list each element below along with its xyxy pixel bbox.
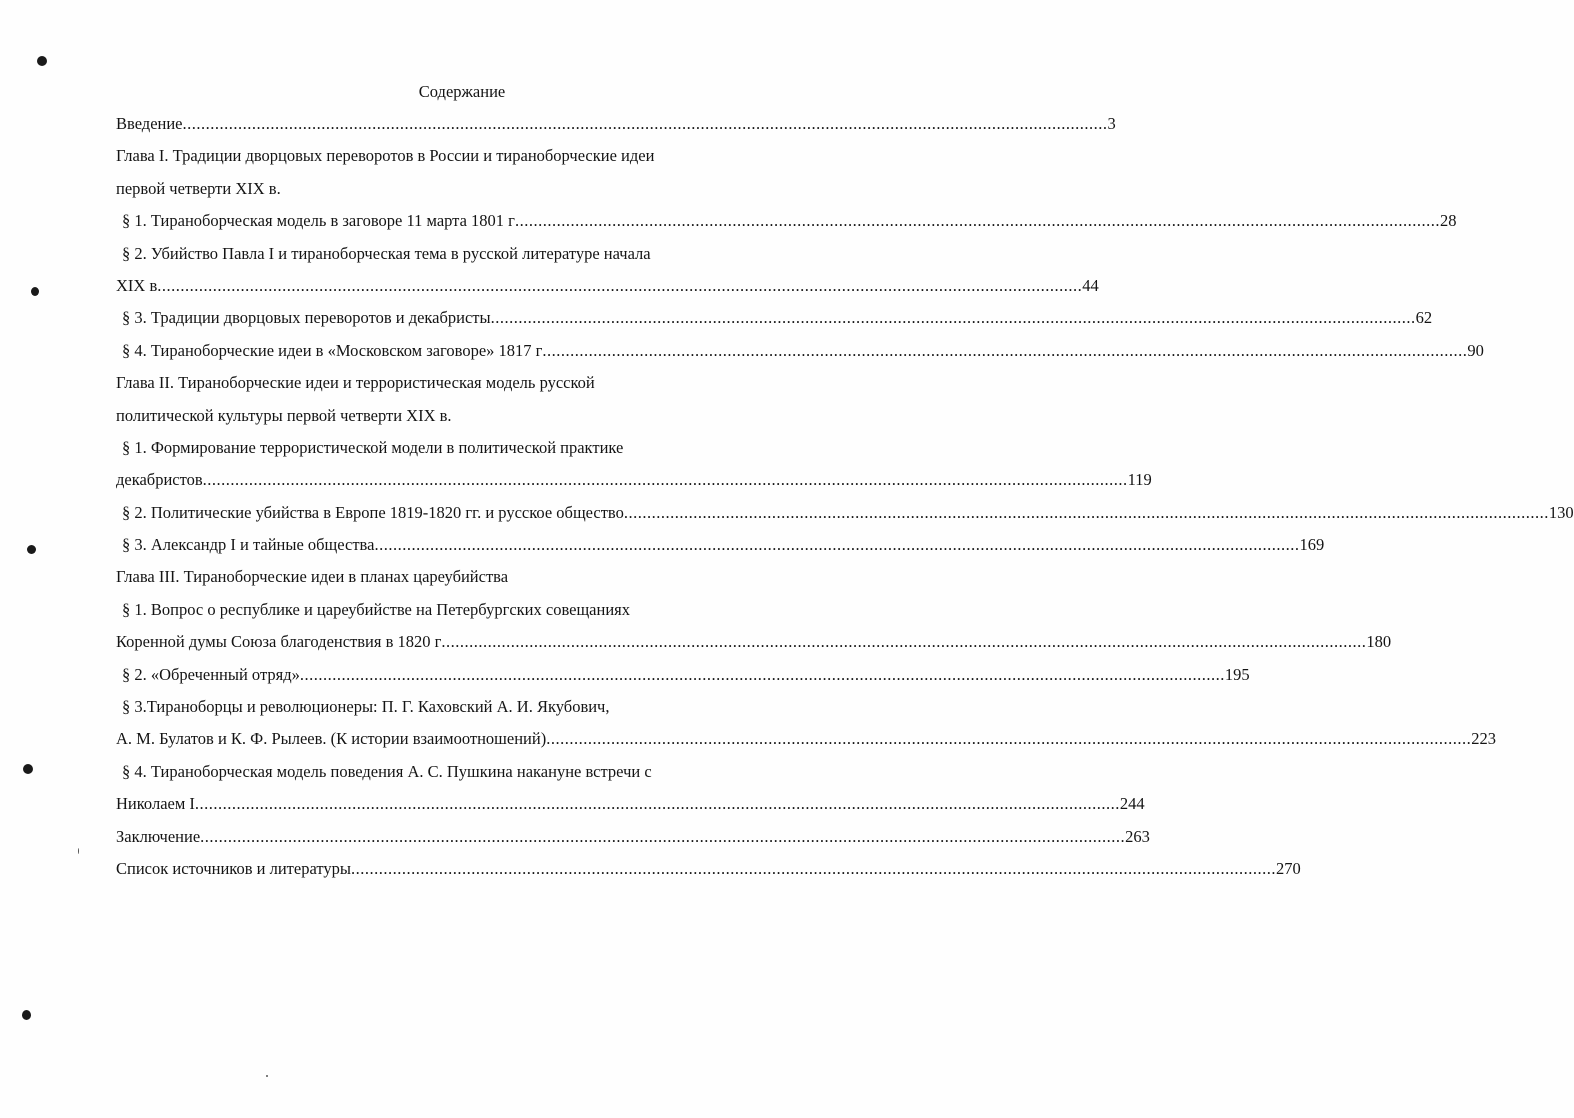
toc-entry-text: Список источников и литературы <box>116 858 351 878</box>
toc-line <box>116 113 1116 145</box>
toc-entry-text: Николаем I <box>116 794 195 814</box>
dot-leader: ........................................................................................................................................................................................................ <box>623 502 1549 522</box>
toc-page-number: 44 <box>1082 275 1099 295</box>
toc-entry-text: А. М. Булатов и К. Ф. Рылеев. (К истории взаимоотношений) <box>116 729 547 749</box>
toc-line <box>116 793 1145 825</box>
dot-leader: ........................................................................................................................................................................................................ <box>441 632 1367 652</box>
table-of-contents <box>116 113 1574 890</box>
toc-line <box>116 178 758 210</box>
toc-line <box>116 696 758 728</box>
toc-entry-text: Глава I. Традиции дворцовых переворотов в России и тираноборческие идеи <box>116 146 655 166</box>
toc-entry-text: § 3. Традиции дворцовых переворотов и декабристы <box>122 308 491 328</box>
toc-page-number: 169 <box>1299 535 1325 555</box>
toc-line <box>116 631 1392 663</box>
toc-line <box>116 340 1484 372</box>
toc-entry-text: первой четверти XIX в. <box>116 178 281 198</box>
toc-entry-text: § 1. Вопрос о республике и цареубийстве на Петербургских совещаниях <box>122 599 631 619</box>
dot-leader: ........................................................................................................................................................................................................ <box>374 535 1300 555</box>
scan-speck <box>78 848 79 854</box>
toc-entry-text: Введение <box>116 114 183 133</box>
toc-page-number: 28 <box>1439 211 1457 231</box>
toc-entry-text: § 2. Политические убийства в Европе 1819-1820 гг. и русское общество <box>122 502 624 522</box>
toc-page-number: 270 <box>1275 858 1301 878</box>
toc-entry-text: политической культуры первой четверти XIX в. <box>116 405 452 425</box>
dot-leader: ........................................................................................................................................................................................................ <box>490 308 1416 328</box>
toc-entry-text: § 3.Тираноборцы и революционеры: П. Г. Каховский А. И. Якубович, <box>122 697 610 717</box>
dot-leader: ........................................................................................................................................................................................................ <box>202 470 1128 490</box>
dot-leader: ........................................................................................................................................................................................................ <box>299 664 1225 684</box>
toc-page-number: 130 <box>1548 502 1574 522</box>
toc-line <box>116 405 758 437</box>
punch-hole-mark <box>23 764 33 774</box>
toc-entry-text: декабристов <box>116 470 203 490</box>
toc-entry-text: § 2. «Обреченный отряд» <box>122 664 300 684</box>
dot-leader: ........................................................................................................................................................................................................ <box>546 729 1472 749</box>
toc-page-number: 263 <box>1125 826 1150 846</box>
dot-leader: ........................................................................................................................................................................................................ <box>542 340 1468 360</box>
toc-line <box>116 599 758 631</box>
toc-line <box>116 534 1325 566</box>
dot-leader: ........................................................................................................................................................................................................ <box>350 858 1276 878</box>
dot-leader: ........................................................................................................................................................................................................ <box>514 211 1440 231</box>
toc-line <box>116 145 758 177</box>
toc-line <box>116 502 1574 534</box>
toc-entry-text: Глава III. Тираноборческие идеи в планах цареубийства <box>116 567 509 587</box>
toc-entry-text: § 3. Александр I и тайные общества <box>122 535 375 555</box>
toc-entry-text: § 4. Тираноборческая модель поведения А. С. Пушкина накануне встречи с <box>122 761 652 781</box>
dot-leader: ........................................................................................................................................................................................................ <box>200 826 1126 846</box>
toc-page-number: 90 <box>1467 340 1484 360</box>
toc-line <box>116 826 1150 858</box>
toc-page-number: 223 <box>1471 729 1496 749</box>
toc-entry-text: XIX в <box>116 275 158 295</box>
toc-entry-text: Заключение <box>116 826 201 846</box>
toc-line <box>116 728 1496 760</box>
toc-line <box>116 858 1301 890</box>
toc-page-number: 3 <box>1107 114 1116 133</box>
toc-entry-text: Глава II. Тираноборческие идеи и террористическая модель русской <box>116 373 595 393</box>
toc-entry-text: § 2. Убийство Павла I и тираноборческая тема в русской литературе начала <box>122 243 651 263</box>
punch-hole-mark <box>31 287 39 296</box>
toc-line <box>116 243 758 275</box>
toc-line <box>116 566 758 598</box>
scan-speck <box>266 1075 268 1077</box>
toc-line <box>116 761 758 793</box>
page-title: Содержание <box>418 82 506 101</box>
toc-line <box>116 469 1152 501</box>
toc-entry-text: § 1. Тираноборческая модель в заговоре 11 марта 1801 г <box>122 211 515 231</box>
toc-line <box>116 372 758 404</box>
punch-hole-mark <box>37 56 47 66</box>
punch-hole-mark <box>22 1010 31 1020</box>
dot-leader: ........................................................................................................................................................................................................ <box>157 275 1083 295</box>
toc-line <box>116 210 1457 242</box>
toc-page-number: 119 <box>1127 470 1152 490</box>
toc-page-number: 62 <box>1415 308 1433 328</box>
toc-line <box>116 275 1099 307</box>
dot-leader: ........................................................................................................................................................................................................ <box>194 794 1120 814</box>
toc-entry-text: Коренной думы Союза благоденствия в 1820 г <box>116 632 442 652</box>
toc-entry-text: § 4. Тираноборческие идеи в «Московском заговоре» 1817 г <box>122 340 543 360</box>
dot-leader: ........................................................................................................................................................................................................ <box>182 114 1108 133</box>
punch-hole-mark <box>27 545 36 554</box>
toc-line <box>116 437 758 469</box>
toc-page-number: 244 <box>1119 794 1145 814</box>
toc-line <box>116 307 1433 339</box>
toc-page-number: 195 <box>1224 664 1250 684</box>
toc-line <box>116 664 1250 696</box>
toc-page-number: 180 <box>1366 632 1392 652</box>
toc-entry-text: § 1. Формирование террористической модели в политической практике <box>122 437 624 457</box>
